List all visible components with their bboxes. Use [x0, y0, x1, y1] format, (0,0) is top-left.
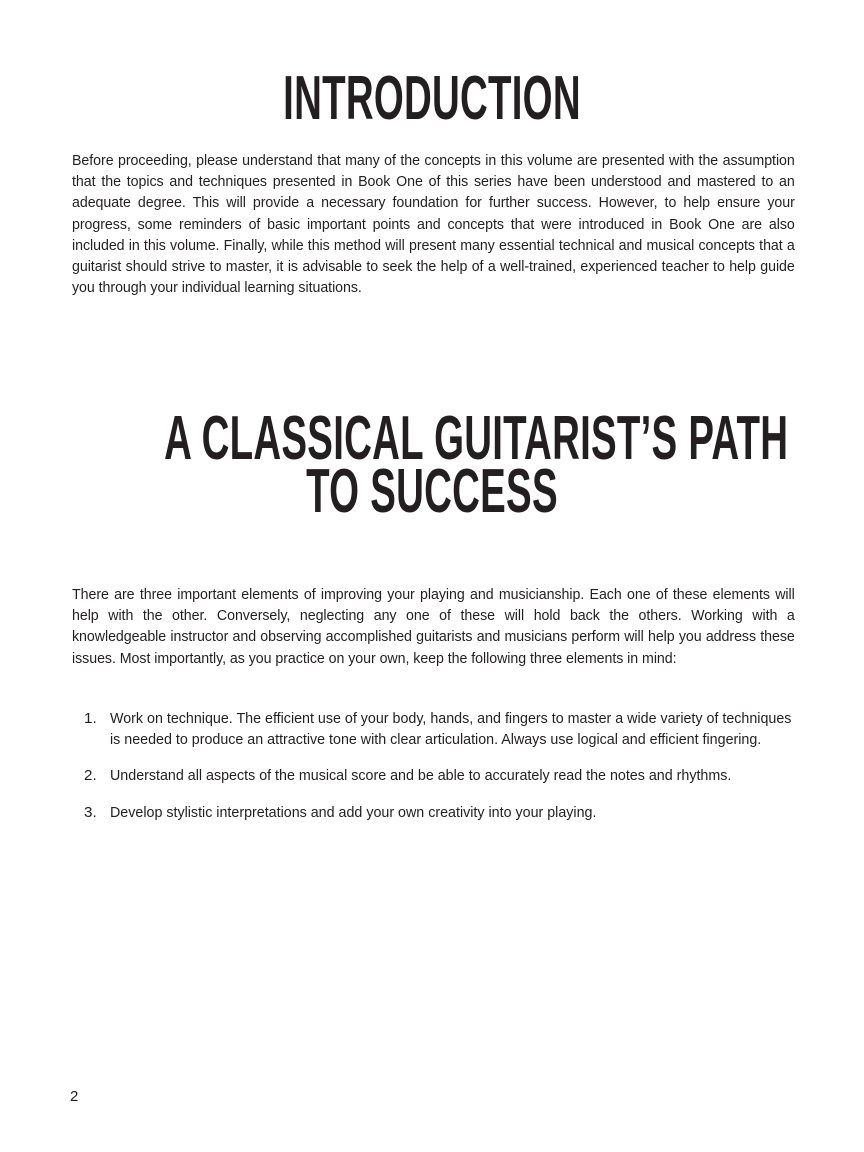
section-paragraph-block [72, 584, 795, 669]
page-number: 2 [70, 1088, 79, 1105]
intro-paragraph-text: Before proceeding, please understand that many of the concepts in this volume are presented with the assumption that the topics and techniques presented in Book One of this series have been understood and mastered to an adequate degree. This will provide a necessary foundation for further success. However, to help ensure your progress, some reminders of basic important points and concepts that were introduced in Book One are also included in this volume. Finally, while this method will present many essential technical and musical concepts that a guitarist should strive to master, it is advisable to seek the help of a well-trained, experienced teacher to help guide you through your individual learning situations. [72, 152, 795, 297]
list-item-text: Understand all aspects of the musical score and be able to accurately read the notes and rhythms. [110, 767, 732, 785]
section-heading-line-2: TO SUCCESS [306, 457, 558, 526]
section-paragraph-text: There are three important elements of improving your playing and musicianship. Each one of these elements will help with the other. Conversely, neglecting any one of these will hold back the others. Working with a knowledgeable instructor and observing accomplished guitarists and musicians perform will help you address these issues. Most importantly, as you practice on your own, keep the following three elements in mind: [72, 586, 795, 667]
list-item-number: 2. [84, 767, 97, 785]
list-item [72, 802, 802, 823]
list-item-number: 3. [84, 803, 97, 821]
list-item [72, 765, 802, 786]
intro-paragraph-block [72, 150, 795, 298]
list-item-number: 1. [84, 710, 97, 727]
list-item-text: Develop stylistic interpretations and add your own creativity into your playing. [110, 803, 597, 821]
list-item [72, 708, 802, 750]
section-heading [0, 404, 864, 526]
numbered-list [72, 708, 802, 838]
page-title: INTRODUCTION [283, 63, 581, 133]
section-heading-line-1: A CLASSICAL GUITARIST’S PATH [164, 404, 789, 473]
list-item-text: Work on technique. The efficient use of your body, hands, and fingers to master a wide variety of techniques is needed to produce an attractive tone with clear articulation. Always use logical and efficient fingering. [110, 710, 792, 749]
